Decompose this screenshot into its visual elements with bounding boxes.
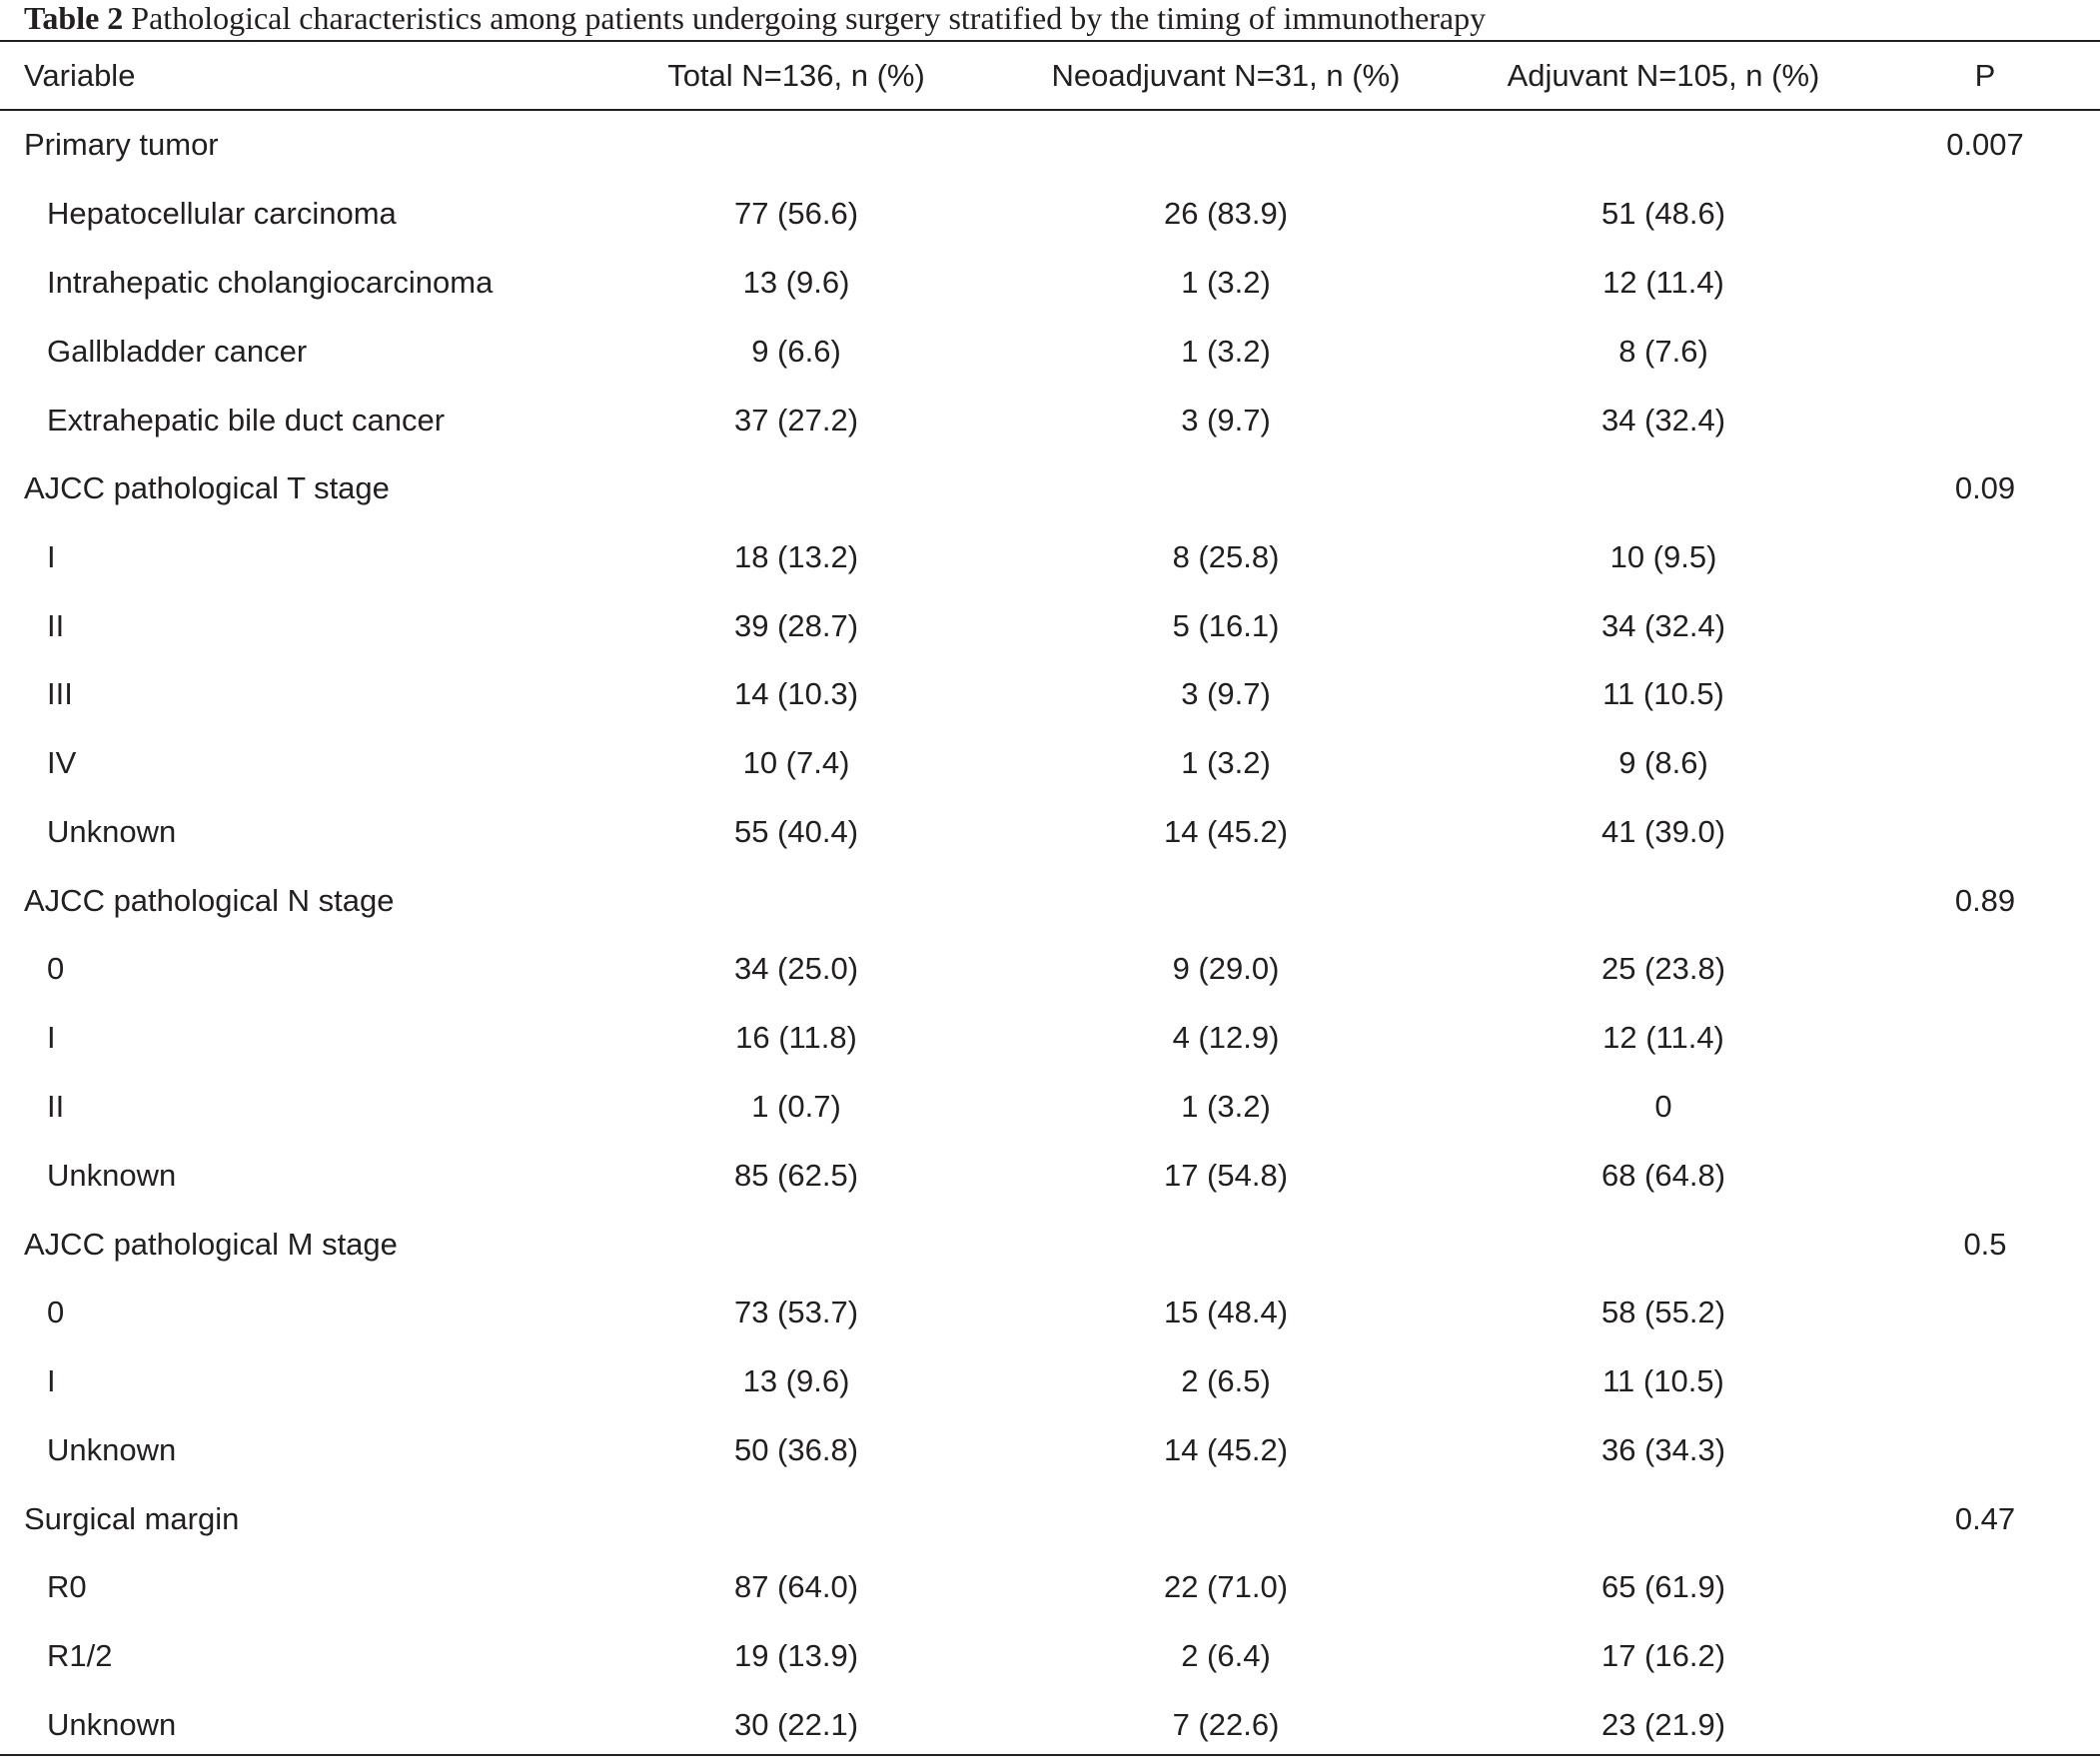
row-p-value [1885,935,2085,1003]
row-neoadjuvant: 14 (45.2) [1163,814,1289,849]
row-adjuvant: 34 (32.4) [1600,403,1726,438]
table-row [0,1073,2100,1141]
row-adjuvant: 12 (11.4) [1602,1020,1724,1055]
row-adjuvant: 8 (7.6) [1618,334,1708,369]
table-row [0,660,2100,728]
row-p-value [1885,318,2085,386]
row-variable: 0 [47,1295,65,1329]
table-row [0,523,2100,591]
table-number: Table 2 [24,0,124,36]
row-neoadjuvant [1026,1211,1426,1279]
table-row [0,387,2100,454]
row-adjuvant: 9 (8.6) [1618,745,1708,780]
row-p-value [1885,249,2085,317]
row-neoadjuvant: 4 (12.9) [1172,1020,1280,1055]
row-neoadjuvant: 1 (3.2) [1181,265,1271,300]
row-p-value [1885,1073,2085,1141]
table-row-group [0,454,2100,522]
table-caption [24,0,2082,36]
row-variable: Gallbladder cancer [47,334,308,369]
table-row [0,935,2100,1003]
row-variable: Hepatocellular carcinoma [47,196,397,231]
row-p-value [1885,1416,2085,1484]
row-total: 87 (64.0) [733,1569,859,1604]
row-adjuvant [1464,867,1863,935]
row-p-value [1885,592,2085,660]
row-total: 1 (0.7) [751,1089,841,1124]
table-row [0,798,2100,866]
row-total: 37 (27.2) [733,403,859,438]
row-total: 19 (13.9) [733,1638,859,1673]
row-total: 13 (9.6) [742,265,850,300]
row-neoadjuvant: 26 (83.9) [1163,196,1289,231]
row-variable: AJCC pathological M stage [24,1227,398,1262]
row-variable: II [47,1089,65,1124]
header-variable: Variable [24,58,136,93]
row-p-value: 0.47 [1954,1501,2016,1536]
header-adjuvant: Adjuvant N=105, n (%) [1507,58,1820,93]
row-variable: AJCC pathological N stage [24,883,395,918]
row-adjuvant: 41 (39.0) [1600,814,1726,849]
row-total [596,1211,996,1279]
row-neoadjuvant: 3 (9.7) [1181,403,1271,438]
row-p-value: 0.5 [1963,1227,2007,1262]
row-p-value [1885,729,2085,797]
row-adjuvant: 11 (10.5) [1602,1363,1724,1398]
row-neoadjuvant [1026,454,1426,522]
row-neoadjuvant: 2 (6.5) [1181,1363,1271,1398]
row-neoadjuvant: 1 (3.2) [1181,745,1271,780]
row-neoadjuvant: 2 (6.4) [1181,1638,1271,1673]
row-adjuvant: 58 (55.2) [1600,1295,1726,1329]
row-variable: I [47,1363,56,1398]
header-total: Total N=136, n (%) [667,58,925,93]
table-row [0,249,2100,317]
row-neoadjuvant [1026,1485,1426,1553]
row-neoadjuvant [1026,111,1426,179]
table-row-group [0,867,2100,935]
row-total [596,1485,996,1553]
row-total [596,111,996,179]
row-p-value [1885,798,2085,866]
row-adjuvant: 68 (64.8) [1600,1158,1726,1193]
row-p-value [1885,1004,2085,1072]
row-adjuvant [1464,454,1863,522]
table-row [0,1691,2100,1759]
row-p-value: 0.007 [1946,127,2024,162]
row-p-value [1885,1142,2085,1210]
row-variable: Intrahepatic cholangiocarcinoma [47,265,494,300]
row-total: 13 (9.6) [742,1363,850,1398]
row-adjuvant [1464,1211,1863,1279]
row-adjuvant [1464,111,1863,179]
row-neoadjuvant: 1 (3.2) [1181,334,1271,369]
row-adjuvant: 25 (23.8) [1600,951,1726,986]
table-row-group [0,1211,2100,1279]
row-total: 14 (10.3) [733,676,859,711]
table-row [0,729,2100,797]
row-total: 77 (56.6) [733,196,859,231]
row-variable: Extrahepatic bile duct cancer [47,403,446,438]
row-adjuvant: 12 (11.4) [1602,265,1724,300]
row-adjuvant: 51 (48.6) [1600,196,1726,231]
row-variable: II [47,608,65,643]
row-neoadjuvant [1026,867,1426,935]
row-variable: R1/2 [47,1638,113,1673]
row-p-value [1885,1691,2085,1759]
row-variable: Surgical margin [24,1501,240,1536]
row-variable: 0 [47,951,65,986]
row-variable: Unknown [47,814,177,849]
row-p-value [1885,660,2085,728]
row-variable: Unknown [47,1707,177,1742]
row-variable: I [47,1020,56,1055]
row-total [596,454,996,522]
row-variable: IV [47,745,77,780]
table-row [0,1416,2100,1484]
table-title: Pathological characteristics among patients undergoing surgery stratified by the timing of immunotherapy [131,0,1487,36]
row-neoadjuvant: 3 (9.7) [1181,676,1271,711]
row-adjuvant: 17 (16.2) [1600,1638,1726,1673]
table-row [0,1004,2100,1072]
row-p-value [1885,1279,2085,1346]
row-variable: AJCC pathological T stage [24,470,390,505]
table-row [0,318,2100,386]
row-adjuvant: 36 (34.3) [1600,1432,1726,1467]
row-neoadjuvant: 9 (29.0) [1172,951,1280,986]
row-p-value [1885,1622,2085,1690]
row-total: 16 (11.8) [735,1020,857,1055]
row-neoadjuvant: 15 (48.4) [1163,1295,1289,1329]
table-row-group [0,1485,2100,1553]
table-row [0,180,2100,248]
row-total: 10 (7.4) [742,745,850,780]
row-total: 30 (22.1) [733,1707,859,1742]
row-total [596,867,996,935]
row-total: 73 (53.7) [733,1295,859,1329]
row-variable: R0 [47,1569,87,1604]
row-p-value [1885,523,2085,591]
table-row [0,1142,2100,1210]
row-variable: Primary tumor [24,127,219,162]
row-p-value: 0.09 [1954,470,2016,505]
table-row-group [0,111,2100,179]
header-neoadjuvant: Neoadjuvant N=31, n (%) [1051,58,1401,93]
row-neoadjuvant: 1 (3.2) [1181,1089,1271,1124]
table-row [0,1553,2100,1621]
row-adjuvant [1464,1485,1863,1553]
table-row [0,1622,2100,1690]
row-adjuvant: 10 (9.5) [1609,539,1717,574]
row-neoadjuvant: 17 (54.8) [1163,1158,1289,1193]
row-adjuvant: 23 (21.9) [1600,1707,1726,1742]
header-row [0,42,2100,110]
header-p: P [1974,58,1996,93]
row-total: 34 (25.0) [733,951,859,986]
row-p-value: 0.89 [1954,883,2016,918]
row-total: 39 (28.7) [733,608,859,643]
row-variable: Unknown [47,1432,177,1467]
row-variable: I [47,539,56,574]
table-row [0,1279,2100,1346]
row-neoadjuvant: 14 (45.2) [1163,1432,1289,1467]
table-row [0,1347,2100,1415]
row-adjuvant: 34 (32.4) [1600,608,1726,643]
row-variable: Unknown [47,1158,177,1193]
row-adjuvant: 11 (10.5) [1602,676,1724,711]
row-total: 18 (13.2) [733,539,859,574]
row-neoadjuvant: 8 (25.8) [1172,539,1280,574]
row-total: 9 (6.6) [751,334,841,369]
row-p-value [1885,1553,2085,1621]
row-total: 55 (40.4) [733,814,859,849]
row-p-value [1885,387,2085,454]
row-total: 85 (62.5) [733,1158,859,1193]
row-adjuvant: 0 [1654,1089,1672,1124]
row-p-value [1885,180,2085,248]
row-neoadjuvant: 5 (16.1) [1172,608,1280,643]
table-row [0,592,2100,660]
row-p-value [1885,1347,2085,1415]
row-neoadjuvant: 22 (71.0) [1163,1569,1289,1604]
row-variable: III [47,676,73,711]
row-adjuvant: 65 (61.9) [1600,1569,1726,1604]
row-neoadjuvant: 7 (22.6) [1172,1707,1280,1742]
row-total: 50 (36.8) [733,1432,859,1467]
